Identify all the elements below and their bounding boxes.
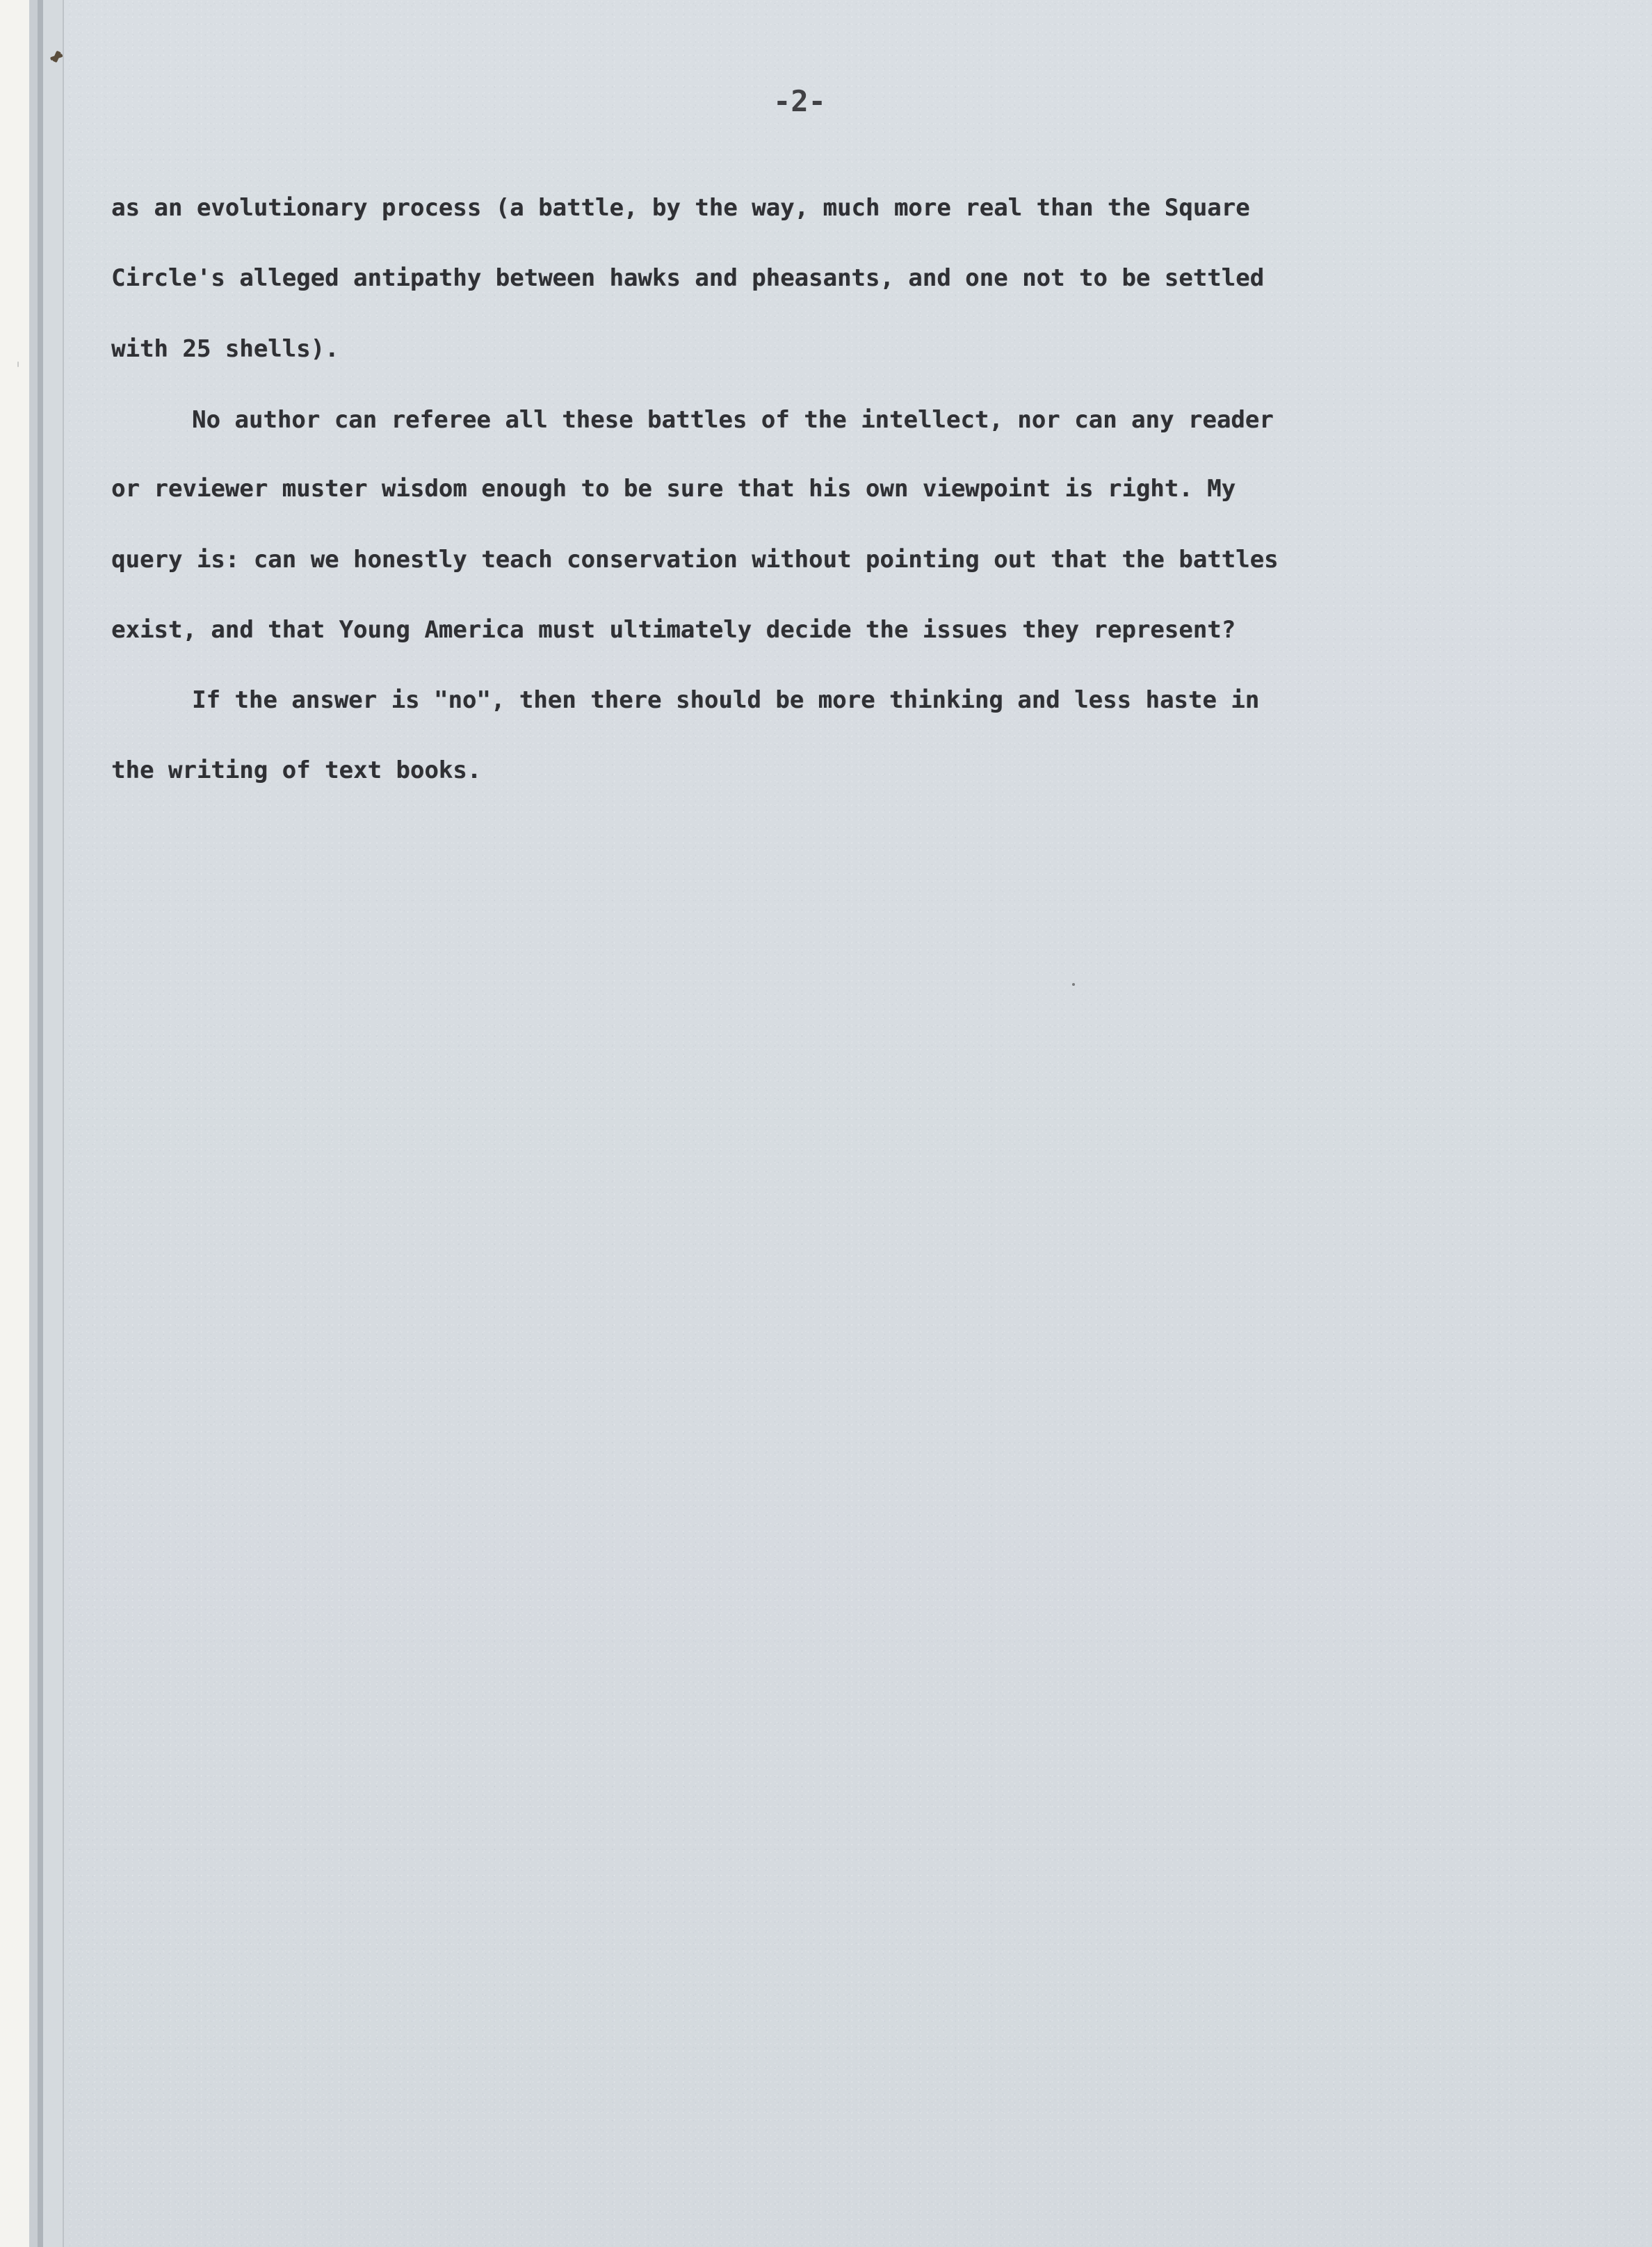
text-line-6: query is: can we honestly teach conservation without pointing out that the battles: [111, 546, 1279, 574]
paper-mark: [17, 362, 19, 367]
text-line-2: Circle's alleged antipathy between hawks and pheasants, and one not to be settled: [111, 264, 1265, 292]
binding-edge: [0, 0, 64, 2247]
text-line-3: with 25 shells).: [111, 335, 339, 363]
text-line-8: If the answer is "no", then there should be more thinking and less haste in: [192, 686, 1260, 714]
text-line-5: or reviewer muster wisdom enough to be sure that his own viewpoint is right. My: [111, 475, 1236, 503]
text-line-9: the writing of text books.: [111, 756, 482, 784]
text-line-4: No author can referee all these battles of the intellect, nor can any reader: [192, 406, 1274, 434]
text-line-1: as an evolutionary process (a battle, by the way, much more real than the Square: [111, 194, 1250, 222]
paper-speck: [1072, 983, 1075, 986]
page-number: -2-: [773, 84, 826, 118]
text-line-7: exist, and that Young America must ultimately decide the issues they represent?: [111, 616, 1236, 644]
